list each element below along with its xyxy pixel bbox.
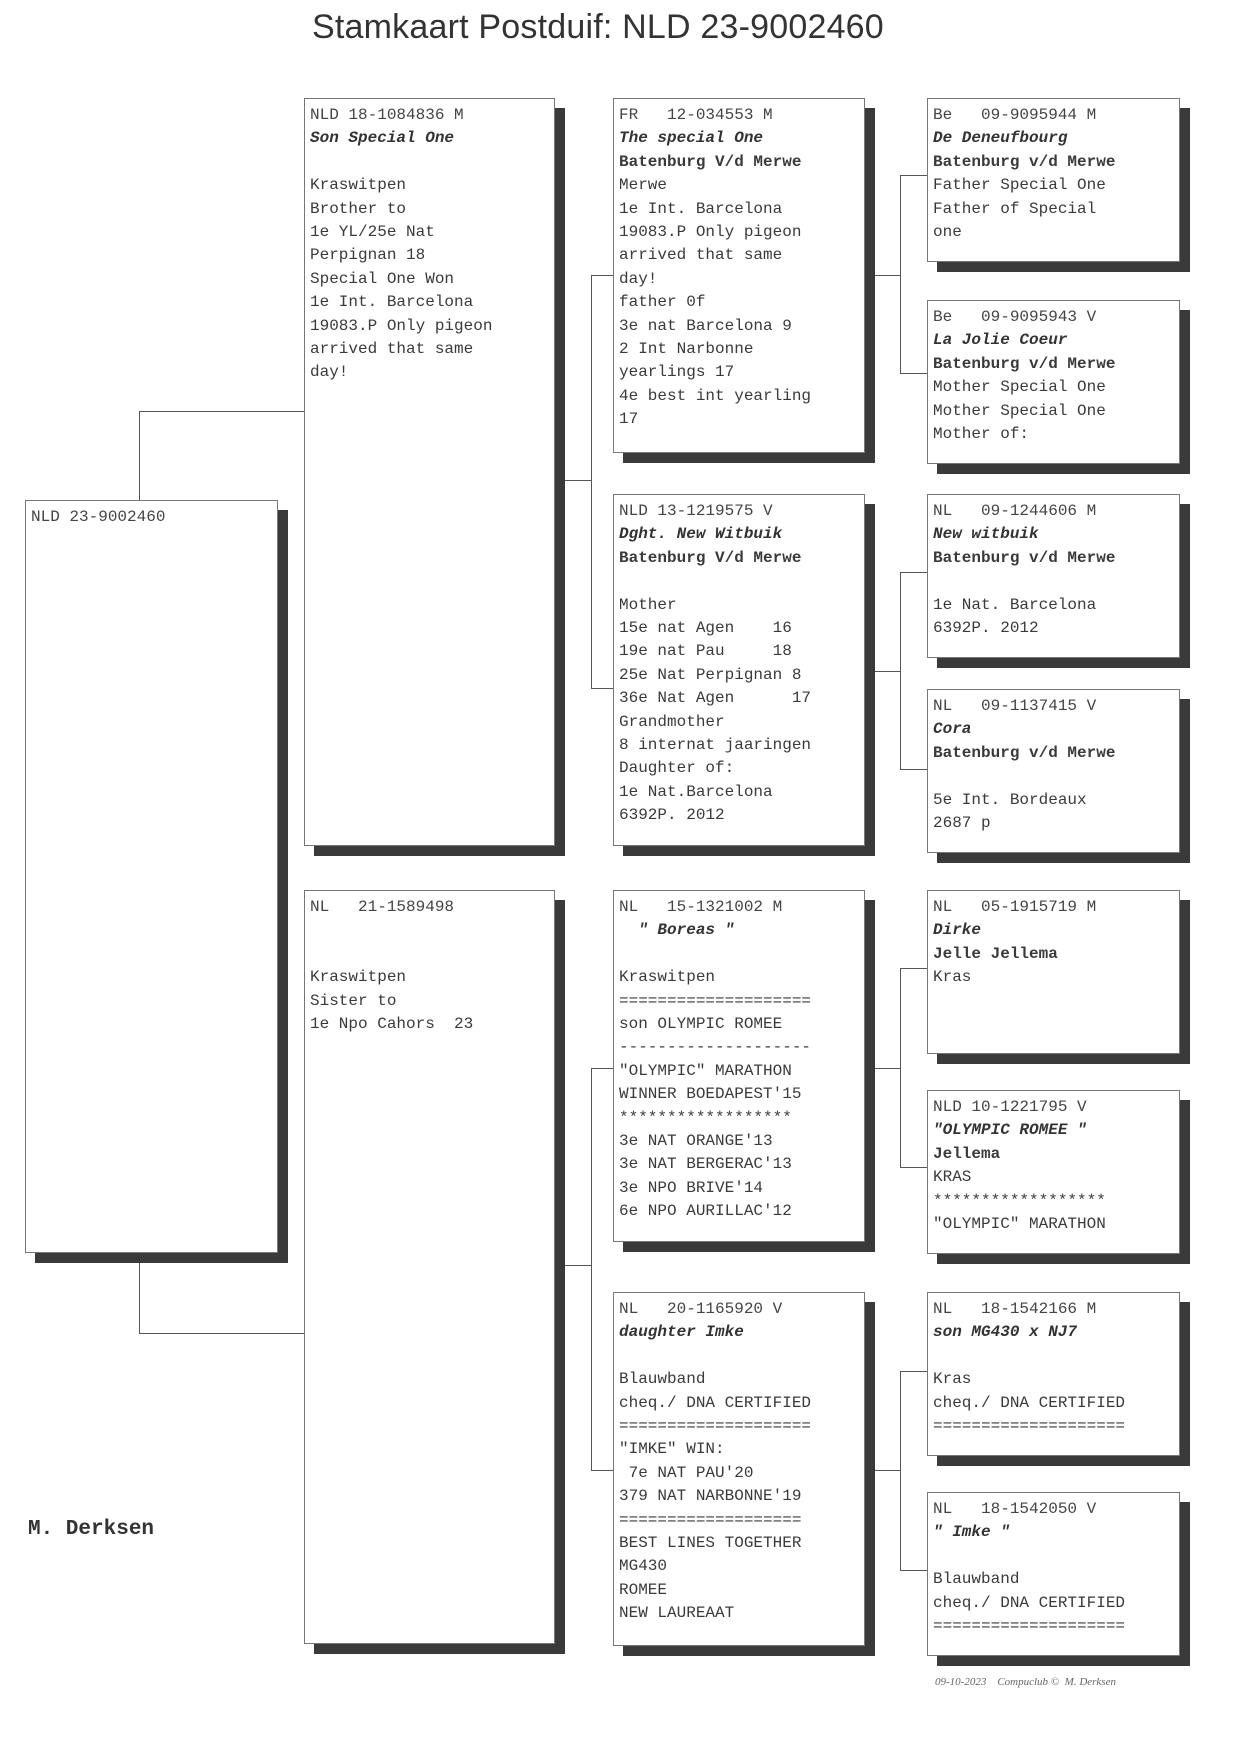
connector-line bbox=[900, 175, 927, 176]
pigeon-note-line: Batenburg v/d Merwe bbox=[933, 743, 1116, 762]
pigeon-note-line: 15e nat Agen 16 bbox=[619, 619, 792, 638]
connector-line bbox=[900, 769, 927, 770]
connector-line bbox=[139, 411, 304, 412]
pigeon-note-line: Special One Won bbox=[310, 269, 455, 288]
connector-line bbox=[865, 275, 900, 276]
ring-number: NL 15-1321002 M bbox=[619, 898, 783, 916]
connector-line bbox=[900, 1167, 927, 1168]
pigeon-note-line: 6392P. 2012 bbox=[619, 806, 725, 825]
pigeon-note-line: ==================== bbox=[619, 1417, 812, 1436]
pigeon-note-line: Jelle Jellema bbox=[933, 944, 1058, 963]
pigeon-note-line: KRAS bbox=[933, 1168, 972, 1187]
page-title: Stamkaart Postduif: NLD 23-9002460 bbox=[312, 8, 884, 46]
connector-line bbox=[900, 1570, 927, 1571]
pigeon-note-line: 3e NAT BERGERAC'13 bbox=[619, 1155, 792, 1174]
pigeon-name: Dirke bbox=[933, 921, 982, 940]
connector-line bbox=[555, 480, 591, 481]
ring-number: NLD 18-1084836 M bbox=[310, 106, 464, 124]
pigeon-card-ggf-4 bbox=[927, 1292, 1180, 1456]
connector-line bbox=[900, 1371, 901, 1570]
pigeon-note-line: father 0f bbox=[619, 293, 706, 312]
pigeon-note-line: -------------------- bbox=[619, 1038, 812, 1057]
pigeon-note-line: 7e NAT PAU'20 bbox=[619, 1463, 754, 1482]
pigeon-note-line: ****************** bbox=[619, 1108, 792, 1127]
pigeon-note-line: one bbox=[933, 223, 962, 242]
pigeon-note-line: Brother to bbox=[310, 199, 407, 218]
connector-line bbox=[139, 1253, 140, 1333]
pigeon-note-line: Batenburg v/d Merwe bbox=[933, 354, 1116, 373]
pigeon-note-line: 3e nat Barcelona 9 bbox=[619, 316, 792, 335]
pigeon-note-line: 19083.P Only pigeon bbox=[310, 316, 493, 335]
pigeon-card-paternal-grandmother bbox=[613, 494, 865, 846]
pigeon-note-line: 8 internat jaaringen bbox=[619, 736, 812, 755]
pigeon-name: son MG430 x NJ7 bbox=[933, 1323, 1078, 1342]
connector-line bbox=[900, 572, 901, 769]
pigeon-note-line: 19083.P Only pigeon bbox=[619, 223, 802, 242]
pigeon-note-line: 3e NAT ORANGE'13 bbox=[619, 1132, 773, 1151]
pigeon-name: daughter Imke bbox=[619, 1323, 744, 1342]
pigeon-note-line: Batenburg v/d Merwe bbox=[933, 152, 1116, 171]
spacer bbox=[310, 919, 549, 942]
pigeon-note-line: son OLYMPIC ROMEE bbox=[619, 1015, 783, 1034]
connector-line bbox=[139, 1333, 304, 1334]
pigeon-note-line: Mother Special One bbox=[933, 378, 1106, 397]
ring-number: NL 05-1915719 M bbox=[933, 898, 1097, 916]
pigeon-note-line: 1e Int. Barcelona bbox=[310, 293, 474, 312]
pigeon-note-line: Kraswitpen bbox=[310, 176, 407, 195]
pigeon-card-ggm-3 bbox=[927, 1090, 1180, 1254]
pigeon-note-line: Kraswitpen bbox=[310, 968, 407, 987]
pigeon-card-father bbox=[304, 98, 555, 846]
pigeon-note-line: day! bbox=[619, 269, 658, 288]
pigeon-note-line bbox=[933, 765, 1174, 788]
connector-line bbox=[900, 373, 927, 374]
pigeon-card-mother bbox=[304, 890, 555, 1644]
pigeon-note-line: 1e Nat. Barcelona bbox=[933, 595, 1097, 614]
pigeon-note-line: 6392P. 2012 bbox=[933, 619, 1039, 638]
pigeon-note-line: "OLYMPIC" MARATHON bbox=[619, 1061, 792, 1080]
pigeon-note-line: 6e NPO AURILLAC'12 bbox=[619, 1202, 792, 1221]
pigeon-note-line bbox=[933, 1545, 1174, 1568]
pigeon-note-line bbox=[310, 151, 549, 174]
pigeon-card-maternal-grandfather bbox=[613, 890, 865, 1242]
ring-number: NL 21-1589498 bbox=[310, 898, 455, 916]
pigeon-note-line: ==================== bbox=[933, 1617, 1126, 1636]
pigeon-note-line: Mother of: bbox=[933, 425, 1030, 444]
connector-line bbox=[591, 688, 613, 689]
pigeon-note-line: 379 NAT NARBONNE'19 bbox=[619, 1487, 802, 1506]
pigeon-note-line: cheq./ DNA CERTIFIED bbox=[933, 1393, 1126, 1412]
pigeon-note-line: "IMKE" WIN: bbox=[619, 1440, 725, 1459]
owner-name: M. Derksen bbox=[28, 1518, 155, 1541]
pigeon-note-line: arrived that same bbox=[310, 340, 474, 359]
pigeon-note-line: Batenburg V/d Merwe bbox=[619, 152, 802, 171]
pigeon-note-line: "OLYMPIC" MARATHON bbox=[933, 1215, 1106, 1234]
connector-line bbox=[865, 1068, 900, 1069]
pigeon-note-line: 2687 p bbox=[933, 814, 991, 833]
pigeon-card-ggf-2 bbox=[927, 494, 1180, 658]
pigeon-note-line: ==================== bbox=[619, 991, 812, 1010]
ring-number: NL 20-1165920 V bbox=[619, 1300, 783, 1318]
pigeon-note-line: arrived that same bbox=[619, 246, 783, 265]
pigeon-note-line: 36e Nat Agen 17 bbox=[619, 689, 812, 708]
ring-number: Be 09-9095943 V bbox=[933, 308, 1097, 326]
pigeon-note-line: BEST LINES TOGETHER bbox=[619, 1534, 802, 1553]
pigeon-card-ggf-3 bbox=[927, 890, 1180, 1054]
connector-line bbox=[591, 1068, 613, 1069]
pigeon-name: "OLYMPIC ROMEE " bbox=[933, 1121, 1087, 1140]
connector-line bbox=[555, 1265, 591, 1266]
pigeon-note-line: 2 Int Narbonne bbox=[619, 340, 754, 359]
pigeon-note-line: Kraswitpen bbox=[619, 968, 716, 987]
connector-line bbox=[900, 572, 927, 573]
pigeon-note-line: =================== bbox=[619, 1510, 802, 1529]
connector-line bbox=[900, 968, 901, 1167]
pigeon-note-line: yearlings 17 bbox=[619, 363, 735, 382]
ring-number: NLD 10-1221795 V bbox=[933, 1098, 1087, 1116]
pigeon-card-maternal-grandmother bbox=[613, 1292, 865, 1646]
pigeon-note-line: Mother Special One bbox=[933, 401, 1106, 420]
pigeon-note-line: 25e Nat Perpignan 8 bbox=[619, 665, 802, 684]
pigeon-card-subject bbox=[25, 500, 278, 1253]
pigeon-card-ggf-1 bbox=[927, 98, 1180, 262]
ring-number: NL 09-1137415 V bbox=[933, 697, 1097, 715]
connector-line bbox=[900, 1371, 927, 1372]
pigeon-note-line: 1e Nat.Barcelona bbox=[619, 782, 773, 801]
pigeon-card-ggm-2 bbox=[927, 689, 1180, 853]
pigeon-name: Dght. New Witbuik bbox=[619, 525, 783, 544]
pigeon-note-line: 3e NPO BRIVE'14 bbox=[619, 1178, 764, 1197]
pigeon-note-line: WINNER BOEDAPEST'15 bbox=[619, 1085, 802, 1104]
pigeon-note-line: Jellema bbox=[933, 1144, 1001, 1163]
pigeon-card-paternal-grandfather bbox=[613, 98, 865, 453]
pigeon-note-line bbox=[619, 1345, 859, 1368]
pigeon-note-line: Father of Special bbox=[933, 199, 1097, 218]
pigeon-note-line bbox=[310, 943, 549, 966]
pigeon-note-line: ==================== bbox=[933, 1417, 1126, 1436]
connector-line bbox=[865, 1470, 900, 1471]
pigeon-note-line: cheq./ DNA CERTIFIED bbox=[619, 1393, 812, 1412]
connector-line bbox=[591, 275, 592, 688]
pigeon-note-line: 1e Npo Cahors 23 bbox=[310, 1015, 474, 1033]
pigeon-note-line: ****************** bbox=[933, 1191, 1106, 1210]
ring-number: NL 09-1244606 M bbox=[933, 502, 1097, 520]
pigeon-note-line: 4e best int yearling bbox=[619, 386, 812, 405]
ring-number: FR 12-034553 M bbox=[619, 106, 773, 124]
pigeon-note-line: 1e Int. Barcelona bbox=[619, 199, 783, 218]
pigeon-note-line: day! bbox=[310, 363, 349, 382]
pigeon-note-line: NEW LAUREAAT bbox=[619, 1604, 735, 1623]
pigeon-note-line: Merwe bbox=[619, 176, 668, 195]
pigeon-note-line: Daughter of: bbox=[619, 759, 735, 778]
pigeon-note-line: Batenburg v/d Merwe bbox=[933, 548, 1116, 567]
pigeon-name: Cora bbox=[933, 720, 972, 739]
pigeon-name: La Jolie Coeur bbox=[933, 331, 1068, 350]
pigeon-name: " Boreas " bbox=[619, 921, 735, 940]
ring-number: NLD 23-9002460 bbox=[31, 508, 166, 526]
pigeon-note-line: Perpignan 18 bbox=[310, 246, 426, 265]
connector-line bbox=[865, 671, 900, 672]
pigeon-note-line: 1e YL/25e Nat bbox=[310, 223, 435, 242]
pigeon-note-line: cheq./ DNA CERTIFIED bbox=[933, 1593, 1126, 1612]
pigeon-note-line: Blauwband bbox=[933, 1570, 1020, 1589]
pigeon-note-line: Mother bbox=[619, 595, 677, 614]
pigeon-note-line: Father Special One bbox=[933, 176, 1106, 195]
pigeon-name: New witbuik bbox=[933, 525, 1039, 544]
pigeon-note-line: ROMEE bbox=[619, 1580, 668, 1599]
pigeon-note-line bbox=[619, 570, 859, 593]
pigeon-note-line bbox=[619, 943, 859, 966]
pigeon-card-ggm-1 bbox=[927, 300, 1180, 464]
pigeon-note-line: 19e nat Pau 18 bbox=[619, 642, 792, 661]
pigeon-card-ggm-4 bbox=[927, 1492, 1180, 1656]
pigeon-note-line bbox=[933, 1345, 1174, 1368]
pigeon-note-line: Batenburg V/d Merwe bbox=[619, 548, 802, 567]
pigeon-name: The special One bbox=[619, 129, 764, 148]
pigeon-note-line: Grandmother bbox=[619, 712, 725, 731]
connector-line bbox=[591, 1068, 592, 1470]
ring-number: Be 09-9095944 M bbox=[933, 106, 1097, 124]
ring-number: NLD 13-1219575 V bbox=[619, 502, 773, 520]
pigeon-note-line: 17 bbox=[619, 410, 639, 429]
pigeon-note-line: Kras bbox=[933, 968, 972, 987]
pigeon-note-line: Kras bbox=[933, 1370, 972, 1389]
pigeon-name: Son Special One bbox=[310, 129, 455, 148]
footer-credit: 09-10-2023 Compuclub © M. Derksen bbox=[935, 1676, 1116, 1688]
connector-line bbox=[900, 175, 901, 373]
connector-line bbox=[591, 1470, 613, 1471]
ring-number: NL 18-1542050 V bbox=[933, 1500, 1097, 1518]
connector-line bbox=[139, 411, 140, 500]
connector-line bbox=[900, 968, 927, 969]
pigeon-note-line: 5e Int. Bordeaux bbox=[933, 790, 1087, 809]
connector-line bbox=[591, 275, 613, 276]
pigeon-note-line bbox=[933, 570, 1174, 593]
pigeon-note-line: Sister to bbox=[310, 991, 397, 1010]
ring-number: NL 18-1542166 M bbox=[933, 1300, 1097, 1318]
pigeon-name: " Imke " bbox=[933, 1523, 1010, 1542]
pigeon-name: De Deneufbourg bbox=[933, 129, 1068, 148]
pigeon-note-line: MG430 bbox=[619, 1557, 668, 1576]
pigeon-note-line: Blauwband bbox=[619, 1370, 706, 1389]
